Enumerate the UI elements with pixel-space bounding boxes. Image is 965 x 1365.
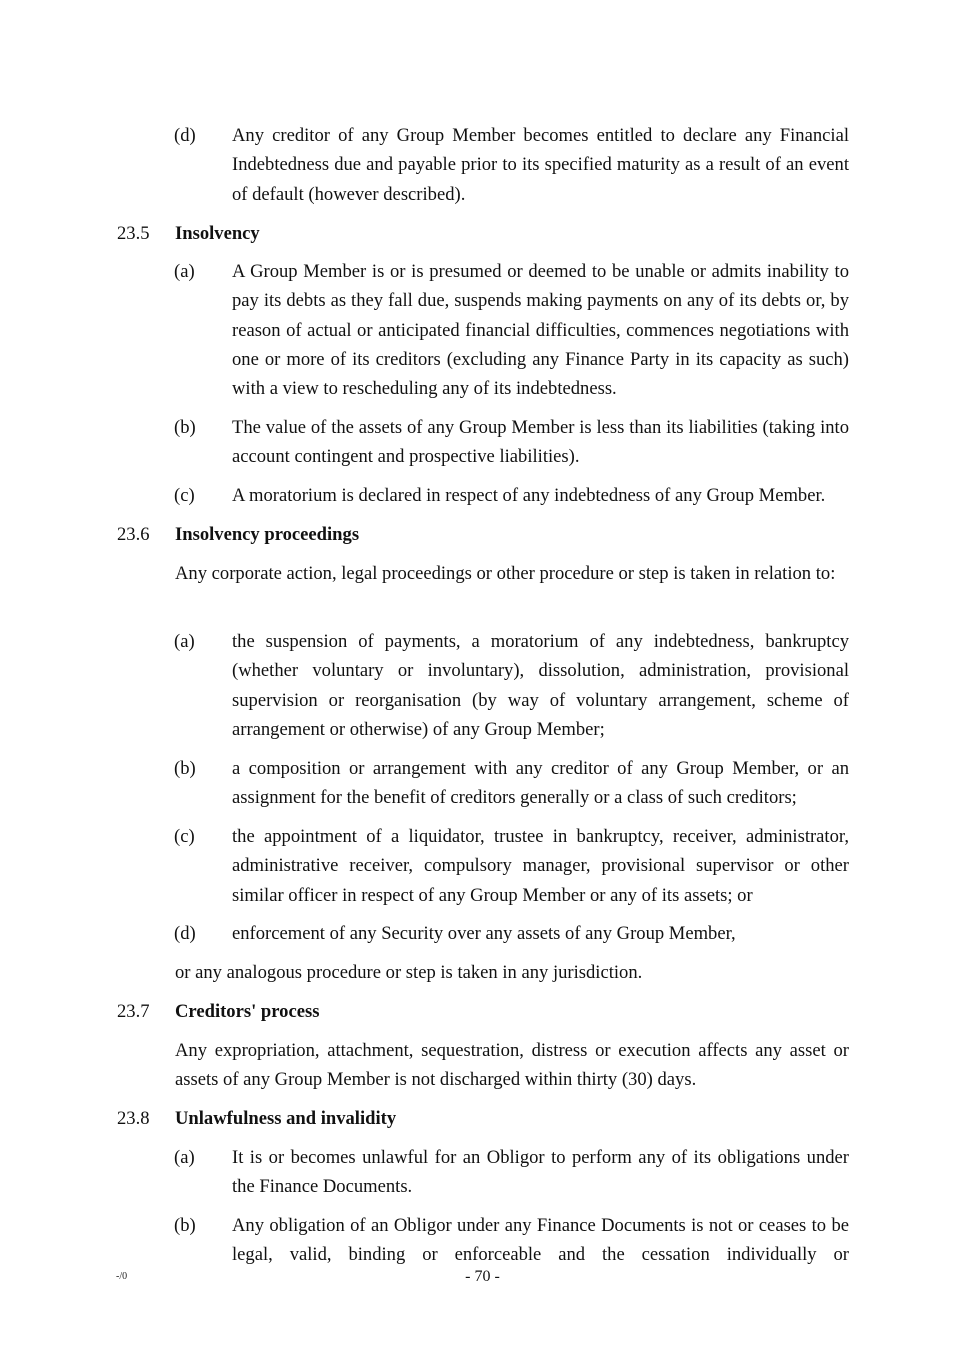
- section-number: 23.5: [117, 223, 150, 244]
- paragraph: Any expropriation, attachment, sequestration, distress or execution affects any asset or assets of any Group Member is not discharged within thirty (30) days.: [175, 1040, 849, 1091]
- item-label: (d): [174, 125, 196, 146]
- item-text: It is or becomes unlawful for an Obligor to perform any of its obligations under the Finance Documents.: [232, 1147, 849, 1198]
- section-heading: Insolvency: [175, 223, 260, 244]
- item-text: A moratorium is declared in respect of any indebtedness of any Group Member.: [232, 485, 826, 506]
- paragraph: Any corporate action, legal proceedings or other procedure or step is taken in relation to:: [175, 563, 836, 584]
- section-number: 23.7: [117, 1001, 150, 1022]
- section-number: 23.6: [117, 524, 150, 545]
- item-label: (d): [174, 923, 196, 944]
- item-label: (c): [174, 826, 195, 847]
- item-text: Any obligation of an Obligor under any Finance Documents is not or ceases to be legal, valid, binding or enforceable and the cessation individually or: [232, 1215, 849, 1266]
- item-label: (a): [174, 1147, 195, 1168]
- section-number: 23.8: [117, 1108, 150, 1129]
- item-text: enforcement of any Security over any assets of any Group Member,: [232, 923, 736, 944]
- footer-reference: -/0: [116, 1271, 128, 1282]
- item-label: (a): [174, 261, 195, 282]
- item-label: (a): [174, 631, 195, 652]
- item-label: (c): [174, 485, 195, 506]
- item-label: (b): [174, 1215, 196, 1236]
- section-heading: Creditors' process: [175, 1001, 320, 1022]
- section-heading: Insolvency proceedings: [175, 524, 360, 545]
- item-text: the appointment of a liquidator, trustee in bankruptcy, receiver, administrator, administrative receiver, compulsory manager, provisional supervisor or other similar officer in respect of any Group Member or any of its assets; or: [232, 826, 849, 906]
- item-text: a composition or arrangement with any creditor of any Group Member, or an assignment for the benefit of creditors generally or a class of such creditors;: [232, 758, 849, 809]
- page-number: - 70 -: [465, 1268, 500, 1285]
- item-text: A Group Member is or is presumed or deemed to be unable or admits inability to pay its debts as they fall due, suspends making payments on any of its debts or, by reason of actual or anticipated financial difficulties, commences negotiations with one or more of its creditors (excluding any Finance Party in its capacity as such) with a view to rescheduling any of its indebtedness.: [232, 261, 849, 400]
- item-text: The value of the assets of any Group Member is less than its liabilities (taking into account contingent and prospective liabilities).: [232, 417, 849, 468]
- item-text: Any creditor of any Group Member becomes entitled to declare any Financial Indebtedness due and payable prior to its specified maturity as a result of an event of default (however described).: [232, 125, 849, 205]
- section-heading: Unlawfulness and invalidity: [175, 1108, 397, 1129]
- item-label: (b): [174, 758, 196, 779]
- item-label: (b): [174, 417, 196, 438]
- item-text: the suspension of payments, a moratorium of any indebtedness, bankruptcy (whether voluntary or involuntary), dissolution, administration, provisional supervision or reorganisation (by way of voluntary arrangement, scheme of arrangement or otherwise) of any Group Member;: [232, 631, 849, 740]
- paragraph: or any analogous procedure or step is taken in any jurisdiction.: [175, 962, 643, 983]
